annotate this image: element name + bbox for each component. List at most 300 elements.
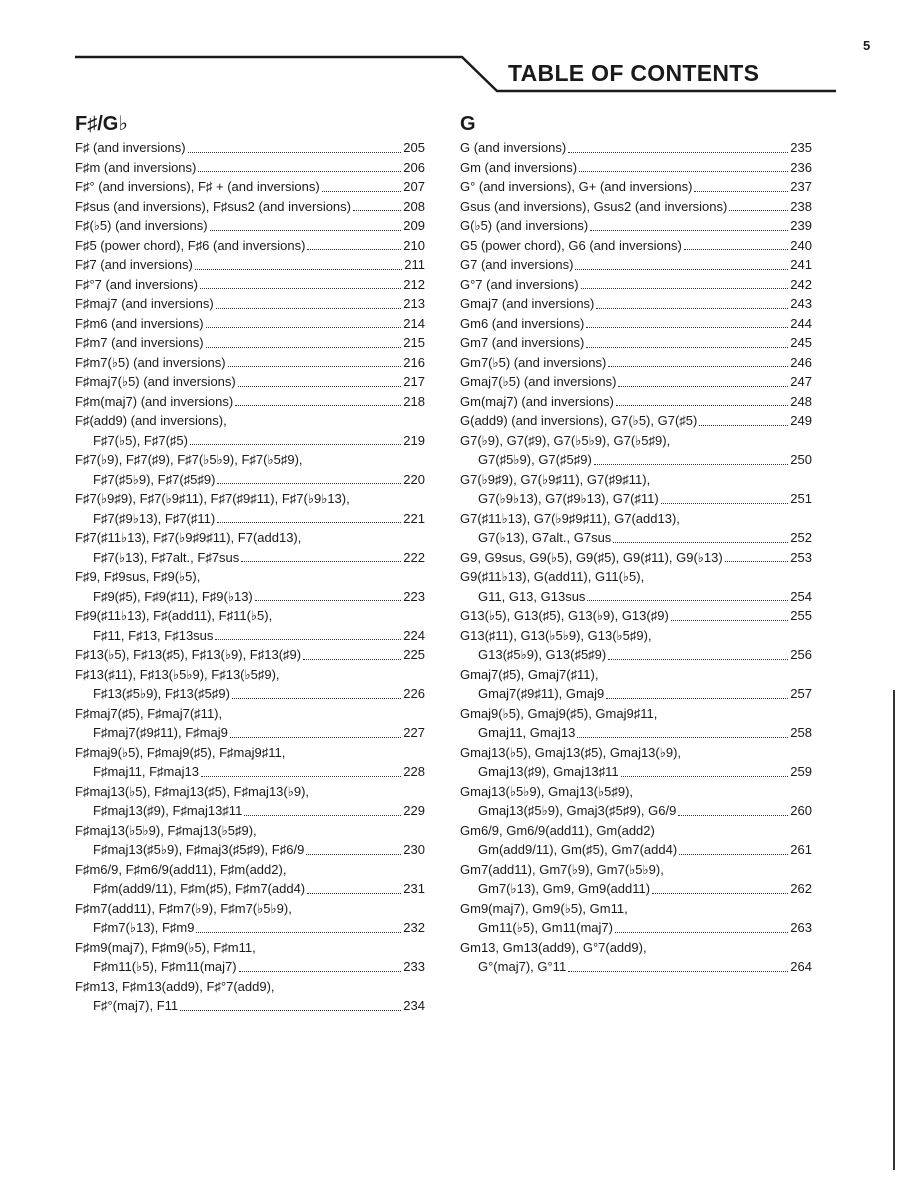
toc-page-number: 256: [790, 647, 812, 662]
toc-page-number: 234: [403, 998, 425, 1013]
toc-entry-text: Gm6/9, Gm6/9(add11), Gm(add2): [460, 822, 655, 838]
toc-entry[interactable]: [75, 177, 425, 197]
dot-leader: [206, 347, 402, 348]
toc-entry-text: F♯m13, F♯m13(add9), F♯°7(add9),: [75, 978, 275, 994]
toc-column-g: [460, 110, 812, 977]
dot-leader: [322, 191, 402, 192]
toc-page-number: 229: [403, 803, 425, 818]
toc-entry-text: F♯7(♯9♭13), F♯7(♯11): [93, 510, 216, 526]
toc-entry-list: [75, 138, 425, 1016]
toc-page-number: 213: [403, 296, 425, 311]
toc-page-number: 208: [403, 198, 425, 214]
dot-leader: [215, 639, 401, 640]
toc-entry-text: F♯13(♭5), F♯13(♯5), F♯13(♭9), F♯13(♯9): [75, 647, 302, 662]
toc-entry-line: [75, 762, 425, 782]
toc-entry-line: [75, 938, 425, 958]
toc-entry-line: [460, 275, 812, 295]
toc-entry-text: F♯maj7(♯9♯11), F♯maj9: [93, 725, 228, 740]
toc-page-number: 215: [403, 335, 425, 350]
toc-entry-text: F♯7(♭13), F♯7alt., F♯7sus: [93, 549, 240, 565]
toc-entry-line: [460, 743, 812, 763]
toc-page-number: 246: [790, 354, 812, 370]
toc-entry[interactable]: [75, 372, 425, 392]
toc-entry-text: G7(♭13), G7alt., G7sus: [478, 530, 612, 545]
toc-entry-text: Gm9(maj7), Gm9(♭5), Gm11,: [460, 900, 628, 916]
toc-entry-line: [75, 567, 425, 587]
toc-entry-line: [75, 392, 425, 412]
toc-entry-text: F♯9(♯11♭13), F♯(add11), F♯11(♭5),: [75, 608, 273, 623]
dot-leader: [694, 191, 788, 192]
toc-entry-text: G7(♯5♭9), G7(♯5♯9): [478, 452, 592, 467]
toc-entry-text: G(add9) (and inversions), G7(♭5), G7(♯5): [460, 413, 698, 428]
dot-leader: [621, 776, 789, 777]
toc-entry-line: [460, 197, 812, 217]
toc-entry-text: Gmaj13(♯9), Gmaj13♯11: [478, 764, 619, 779]
toc-entry[interactable]: [460, 392, 812, 412]
toc-entry-line: [75, 723, 425, 743]
toc-entry[interactable]: [460, 314, 812, 334]
toc-entry-text: F♯m7 (and inversions): [75, 335, 204, 350]
toc-entry-line: [460, 411, 812, 431]
toc-page-number: 241: [790, 257, 812, 272]
toc-entry-line: [460, 528, 812, 548]
page-title: TABLE OF CONTENTS: [508, 60, 760, 86]
toc-entry-text: F♯maj7(♭5) (and inversions): [75, 374, 236, 389]
toc-entry-text: Gmaj13(♭5♭9), Gmaj13(♭5♯9),: [460, 783, 634, 799]
toc-entry[interactable]: [75, 899, 425, 938]
dot-leader: [596, 308, 788, 309]
toc-page-number: 235: [790, 140, 812, 155]
toc-entry-line: [75, 782, 425, 802]
toc-entry-line: [460, 294, 812, 314]
toc-entry[interactable]: [75, 197, 425, 217]
toc-entry[interactable]: [460, 938, 812, 977]
toc-entry[interactable]: [460, 470, 812, 509]
toc-entry[interactable]: [75, 528, 425, 567]
toc-page-number: 212: [403, 276, 425, 292]
toc-entry[interactable]: [75, 411, 425, 450]
toc-entry-line: [75, 314, 425, 334]
toc-entry-line: [75, 353, 425, 373]
toc-entry-text: Gsus (and inversions), Gsus2 (and inversions): [460, 198, 728, 214]
toc-page-number: 228: [403, 764, 425, 779]
dot-leader: [196, 932, 401, 933]
toc-entry[interactable]: [75, 216, 425, 236]
toc-entry-text: F♯°7 (and inversions): [75, 276, 198, 292]
toc-page-number: 254: [790, 588, 812, 604]
section-heading: G: [460, 113, 476, 135]
toc-page-number: 236: [790, 159, 812, 175]
toc-entry[interactable]: [460, 782, 812, 821]
dot-leader: [725, 561, 789, 562]
toc-entry-line: [460, 314, 812, 334]
toc-entry[interactable]: [460, 411, 812, 431]
dot-leader: [241, 561, 401, 562]
dot-leader: [608, 659, 788, 660]
toc-entry[interactable]: [460, 567, 812, 606]
toc-entry-text: Gm(maj7) (and inversions): [460, 393, 614, 409]
toc-entry[interactable]: [460, 665, 812, 704]
toc-entry[interactable]: [460, 294, 812, 314]
dot-leader: [671, 620, 789, 621]
toc-entry-text: G(♭5) (and inversions): [460, 218, 589, 233]
toc-entry-text: G (and inversions): [460, 140, 567, 155]
toc-entry-line: [460, 236, 812, 256]
toc-page-number: 226: [403, 686, 425, 701]
dot-leader: [587, 600, 788, 601]
toc-entry[interactable]: [460, 509, 812, 548]
toc-page-number: 263: [790, 920, 812, 935]
toc-entry[interactable]: [460, 606, 812, 626]
toc-entry-line: [460, 431, 812, 451]
toc-page-number: 260: [790, 803, 812, 818]
toc-entry-line: [75, 509, 425, 529]
toc-page-number: 244: [790, 315, 812, 331]
dot-leader: [228, 366, 402, 367]
toc-page-number: 230: [403, 842, 425, 857]
toc-entry-text: G°7 (and inversions): [460, 276, 579, 292]
toc-entry-line: [460, 587, 812, 607]
toc-entry[interactable]: [75, 138, 425, 158]
dot-leader: [303, 659, 401, 660]
toc-entry[interactable]: [460, 216, 812, 236]
toc-entry[interactable]: [460, 899, 812, 938]
toc-entry-line: [460, 450, 812, 470]
dot-leader: [232, 698, 401, 699]
toc-entry-line: [75, 665, 425, 685]
toc-page-number: 217: [403, 374, 425, 389]
dot-leader: [678, 815, 788, 816]
toc-entry-line: [75, 918, 425, 938]
toc-entry-text: Gm13, Gm13(add9), G°7(add9),: [460, 939, 647, 955]
toc-entry-text: F♯13(♯11), F♯13(♭5♭9), F♯13(♭5♯9),: [75, 666, 280, 682]
toc-entry-line: [460, 606, 812, 626]
dot-leader: [195, 269, 402, 270]
toc-page-number: 250: [790, 452, 812, 467]
toc-entry[interactable]: [75, 255, 425, 275]
toc-page-number: 227: [403, 725, 425, 740]
toc-entry-text: G11, G13, G13sus: [478, 588, 586, 604]
dot-leader: [661, 503, 789, 504]
toc-entry-text: G7(♭9♯9), G7(♭9♯11), G7(♯9♯11),: [460, 471, 651, 487]
dot-leader: [206, 327, 402, 328]
toc-entry[interactable]: [75, 821, 425, 860]
dot-leader: [198, 171, 401, 172]
toc-entry-text: F♯maj9(♭5), F♯maj9(♯5), F♯maj9♯11,: [75, 744, 286, 760]
toc-entry[interactable]: [460, 860, 812, 899]
toc-entry-line: [460, 918, 812, 938]
toc-entry-line: [75, 489, 425, 509]
toc-page-number: 237: [790, 179, 812, 194]
dot-leader: [679, 854, 788, 855]
toc-page-number: 243: [790, 296, 812, 311]
toc-entry-text: F♯maj13(♯5♭9), F♯maj3(♯5♯9), F♯6/9: [93, 842, 305, 857]
toc-entry-text: Gm6 (and inversions): [460, 315, 585, 331]
toc-entry[interactable]: [75, 704, 425, 743]
toc-entry[interactable]: [460, 333, 812, 353]
dot-leader: [652, 893, 788, 894]
dot-leader: [729, 210, 788, 211]
toc-entry-text: Gm11(♭5), Gm11(maj7): [478, 920, 613, 935]
toc-entry[interactable]: [460, 177, 812, 197]
toc-page-number: 224: [403, 627, 425, 643]
toc-page-number: 245: [790, 335, 812, 350]
section-heading: F♯/G♭: [75, 113, 128, 135]
page-number: 5: [863, 38, 871, 53]
toc-entry[interactable]: [460, 431, 812, 470]
toc-entry-text: Gmaj13(♭5), Gmaj13(♯5), Gmaj13(♭9),: [460, 744, 682, 760]
dot-leader: [255, 600, 402, 601]
toc-entry[interactable]: [75, 782, 425, 821]
toc-entry[interactable]: [75, 860, 425, 899]
toc-page-number: 258: [790, 725, 812, 740]
dot-leader: [217, 483, 401, 484]
toc-entry-text: Gmaj9(♭5), Gmaj9(♯5), Gmaj9♯11,: [460, 705, 658, 721]
toc-entry-line: [75, 684, 425, 704]
toc-entry-line: [75, 275, 425, 295]
toc-entry-line: [75, 450, 425, 470]
toc-entry-text: F♯7(♯11♭13), F♯7(♭9♯9♯11), F7(add13),: [75, 530, 302, 545]
toc-entry-text: F♯5 (power chord), F♯6 (and inversions): [75, 237, 306, 253]
toc-entry-line: [75, 138, 425, 158]
toc-entry-text: F♯m (and inversions): [75, 159, 197, 175]
toc-entry-text: F♯m6/9, F♯m6/9(add11), F♯m(add2),: [75, 861, 287, 877]
toc-entry-line: [460, 158, 812, 178]
toc-page-number: 205: [403, 140, 425, 155]
toc-entry-text: Gm(add9/11), Gm(♯5), Gm7(add4): [478, 842, 678, 857]
toc-entry[interactable]: [460, 255, 812, 275]
toc-page-number: 216: [403, 354, 425, 370]
toc-entry-line: [460, 957, 812, 977]
toc-entry-line: [460, 899, 812, 919]
toc-entry[interactable]: [75, 743, 425, 782]
toc-page-number: 223: [403, 588, 425, 604]
toc-entry-line: [75, 333, 425, 353]
toc-entry-line: [75, 860, 425, 880]
toc-entry-text: F♯°(maj7), F11: [93, 998, 179, 1013]
toc-entry[interactable]: [75, 158, 425, 178]
toc-entry[interactable]: [75, 314, 425, 334]
toc-entry-text: F♯sus (and inversions), F♯sus2 (and inversions): [75, 198, 351, 214]
toc-entry-text: Gmaj7 (and inversions): [460, 296, 595, 311]
toc-entry-line: [75, 899, 425, 919]
toc-entry-line: [75, 255, 425, 275]
toc-entry-list: [460, 138, 812, 977]
toc-entry[interactable]: [75, 333, 425, 353]
dot-leader: [238, 386, 402, 387]
dot-leader: [353, 210, 401, 211]
toc-page-number: 207: [403, 179, 425, 194]
toc-entry-line: [460, 840, 812, 860]
toc-page-number: 239: [790, 218, 812, 233]
toc-entry-text: F♯m6 (and inversions): [75, 315, 204, 331]
toc-entry[interactable]: [460, 626, 812, 665]
toc-page-number: 222: [403, 549, 425, 565]
toc-page-number: 225: [403, 647, 425, 662]
toc-entry-line: [460, 333, 812, 353]
dot-leader: [606, 698, 788, 699]
toc-entry-text: Gmaj11, Gmaj13: [478, 725, 576, 740]
toc-entry-text: Gmaj7(♯5), Gmaj7(♯11),: [460, 666, 599, 682]
dot-leader: [239, 971, 402, 972]
toc-page-number: 209: [403, 218, 425, 233]
toc-entry-text: F♯maj7(♯5), F♯maj7(♯11),: [75, 705, 223, 721]
dot-leader: [586, 347, 788, 348]
toc-entry-line: [460, 509, 812, 529]
dot-leader: [180, 1010, 401, 1011]
toc-entry[interactable]: [75, 665, 425, 704]
toc-entry[interactable]: [460, 353, 812, 373]
dot-leader: [577, 737, 788, 738]
toc-page-number: 238: [790, 198, 812, 214]
toc-entry[interactable]: [460, 158, 812, 178]
toc-page-number: 219: [403, 432, 425, 448]
toc-entry-line: [75, 840, 425, 860]
toc-entry-text: F♯maj13(♭5), F♯maj13(♯5), F♯maj13(♭9),: [75, 783, 310, 799]
toc-entry[interactable]: [75, 977, 425, 1016]
toc-entry-line: [75, 294, 425, 314]
toc-entry-line: [460, 177, 812, 197]
toc-entry-text: F♯maj11, F♯maj13: [93, 764, 199, 779]
page-edge-line: [893, 690, 895, 1170]
toc-entry-text: Gm7(♭5) (and inversions): [460, 354, 607, 370]
dot-leader: [244, 815, 401, 816]
toc-page-number: 218: [403, 393, 425, 409]
toc-entry-line: [460, 723, 812, 743]
toc-entry-text: F♯7 (and inversions): [75, 257, 193, 272]
toc-entry-text: Gm (and inversions): [460, 159, 578, 175]
toc-entry-text: Gmaj7(♭5) (and inversions): [460, 374, 617, 389]
toc-entry-text: G7(♭9), G7(♯9), G7(♭5♭9), G7(♭5♯9),: [460, 432, 671, 448]
toc-entry[interactable]: [75, 489, 425, 528]
dot-leader: [594, 464, 789, 465]
toc-entry-line: [75, 236, 425, 256]
toc-page-number: 255: [790, 608, 812, 623]
toc-entry[interactable]: [460, 548, 812, 568]
toc-entry-line: [75, 158, 425, 178]
toc-entry-text: Gm7 (and inversions): [460, 335, 585, 350]
toc-entry[interactable]: [460, 372, 812, 392]
toc-entry-text: G° (and inversions), G+ (and inversions): [460, 179, 693, 194]
dot-leader: [200, 288, 401, 289]
dot-leader: [307, 249, 401, 250]
toc-entry-line: [460, 645, 812, 665]
toc-page-number: 242: [790, 276, 812, 292]
toc-entry-text: G9(♯11♭13), G(add11), G11(♭5),: [460, 569, 645, 584]
toc-entry-line: [75, 470, 425, 490]
toc-column-fsharp: [75, 110, 425, 1016]
toc-entry-text: F♯m(maj7) (and inversions): [75, 393, 234, 409]
toc-entry[interactable]: [460, 821, 812, 860]
toc-entry-text: Gm7(♭13), Gm9, Gm9(add11): [478, 881, 651, 896]
toc-entry[interactable]: [75, 236, 425, 256]
dot-leader: [613, 542, 788, 543]
toc-entry[interactable]: [460, 138, 812, 158]
toc-entry-text: F♯13(♯5♭9), F♯13(♯5♯9): [93, 686, 230, 701]
toc-entry-text: F♯m7(♭5) (and inversions): [75, 354, 226, 370]
toc-entry-text: F♯maj13(♯9), F♯maj13♯11: [93, 803, 243, 818]
toc-entry-text: F♯9, F♯9sus, F♯9(♭5),: [75, 569, 201, 584]
toc-entry-line: [460, 762, 812, 782]
toc-entry-text: G5 (power chord), G6 (and inversions): [460, 237, 682, 253]
toc-page-number: 211: [404, 257, 425, 272]
toc-entry-text: Gm7(add11), Gm7(♭9), Gm7(♭5♭9),: [460, 861, 664, 877]
dot-leader: [618, 386, 788, 387]
toc-page-number: 214: [403, 315, 425, 331]
dot-leader: [235, 405, 401, 406]
toc-entry-line: [75, 216, 425, 236]
toc-entry-text: F♯7(♭5), F♯7(♯5): [93, 432, 188, 448]
toc-entry-line: [460, 392, 812, 412]
toc-entry-text: G°(maj7), G°11: [478, 959, 567, 974]
dot-leader: [568, 152, 788, 153]
toc-entry-line: [460, 138, 812, 158]
toc-entry[interactable]: [460, 704, 812, 743]
toc-entry-line: [75, 704, 425, 724]
toc-entry-line: [75, 996, 425, 1016]
toc-entry-line: [75, 431, 425, 451]
dot-leader: [608, 366, 788, 367]
dot-leader: [190, 444, 401, 445]
toc-entry-text: F♯(♭5) (and inversions): [75, 218, 208, 233]
toc-entry-line: [460, 626, 812, 646]
toc-entry-line: [460, 665, 812, 685]
dot-leader: [307, 893, 401, 894]
dot-leader: [188, 152, 402, 153]
toc-page-number: 231: [403, 881, 425, 896]
dot-leader: [581, 288, 789, 289]
toc-entry[interactable]: [75, 275, 425, 295]
toc-entry-text: F♯ (and inversions): [75, 140, 186, 155]
toc-entry-line: [75, 821, 425, 841]
toc-entry-text: G13(♯5♭9), G13(♯5♯9): [478, 647, 607, 662]
toc-entry-text: F♯(add9) (and inversions),: [75, 413, 227, 428]
toc-entry[interactable]: [75, 645, 425, 665]
toc-entry-text: G7(♯11♭13), G7(♭9♯9♯11), G7(add13),: [460, 510, 680, 526]
toc-entry[interactable]: [75, 353, 425, 373]
toc-entry-line: [460, 470, 812, 490]
toc-entry[interactable]: [75, 606, 425, 645]
toc-page-number: 257: [790, 686, 812, 701]
dot-leader: [586, 327, 788, 328]
toc-page-number: 259: [790, 764, 812, 779]
toc-entry-text: F♯m11(♭5), F♯m11(maj7): [93, 959, 237, 974]
toc-entry[interactable]: [460, 236, 812, 256]
toc-entry[interactable]: [75, 567, 425, 606]
toc-entry[interactable]: [460, 743, 812, 782]
toc-entry[interactable]: [75, 938, 425, 977]
toc-entry-text: F♯m7(♭13), F♯m9: [93, 920, 195, 935]
dot-leader: [210, 230, 402, 231]
dot-leader: [216, 308, 402, 309]
toc-page-number: 249: [790, 413, 812, 428]
toc-entry-text: F♯maj13(♭5♭9), F♯maj13(♭5♯9),: [75, 822, 257, 838]
toc-entry-line: [75, 197, 425, 217]
toc-page-number: 240: [790, 237, 812, 253]
toc-entry[interactable]: [75, 450, 425, 489]
dot-leader: [201, 776, 401, 777]
toc-entry-line: [460, 548, 812, 568]
toc-entry[interactable]: [75, 294, 425, 314]
toc-entry-line: [460, 372, 812, 392]
toc-page-number: 264: [790, 959, 812, 974]
toc-entry[interactable]: [460, 197, 812, 217]
toc-entry[interactable]: [460, 275, 812, 295]
toc-entry[interactable]: [75, 392, 425, 412]
dot-leader: [684, 249, 788, 250]
toc-entry-line: [460, 821, 812, 841]
dot-leader: [568, 971, 788, 972]
